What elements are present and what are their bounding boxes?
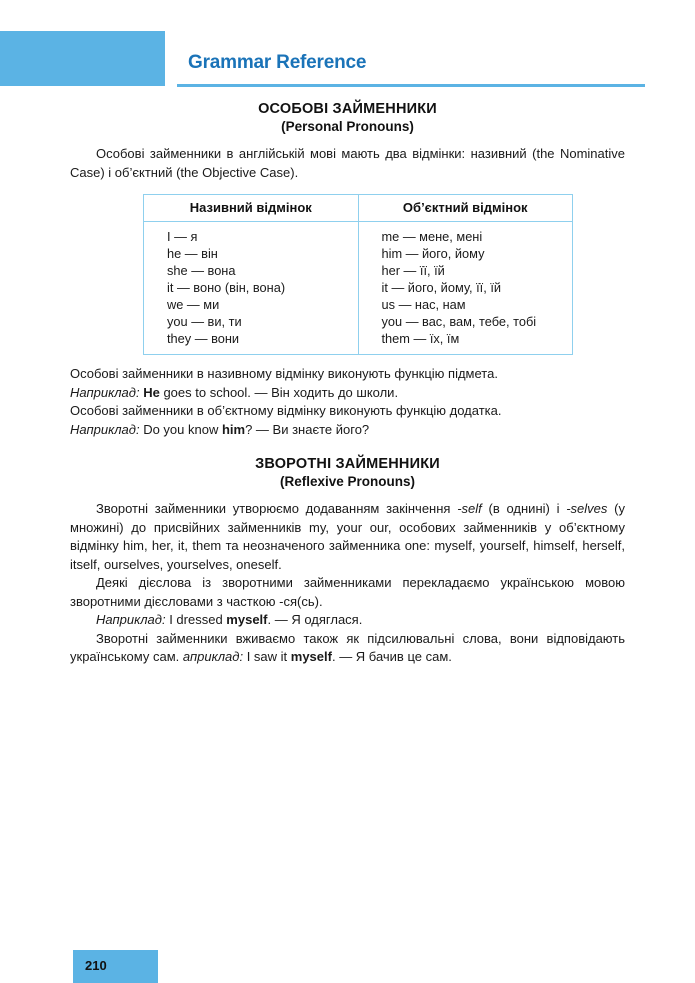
table-header-row [144, 195, 573, 222]
example-label: Наприклад: [70, 384, 140, 400]
example-bold-pronoun: He [143, 384, 160, 400]
page-title: Grammar Reference [188, 52, 367, 73]
heading-uk-personal: ОСОБОВІ ЗАЙМЕННИКИ [258, 101, 437, 117]
example-pre: I dressed [165, 612, 227, 627]
example-label: Наприклад: [96, 612, 166, 627]
footer-page-number-box [73, 950, 158, 983]
note-nominative-function: Особові займенники в називному відмінку виконують функцію підмета. [70, 366, 498, 381]
paragraph-reflexive-emphatic [70, 630, 625, 667]
example-bold-pronoun: myself [226, 612, 268, 627]
suffix-self: -self [457, 501, 482, 516]
list-item: they — вони [167, 331, 240, 346]
paragraph-reflexive-formation [70, 500, 625, 574]
list-item: them — їх, їм [381, 331, 460, 346]
suffix-selves: -selves [566, 501, 608, 516]
header-accent-block [0, 31, 165, 86]
page-content [70, 100, 625, 667]
list-item: he — він [167, 246, 218, 261]
example-post: . — Я одяглася. [267, 612, 363, 627]
list-item: him — його, йому [381, 246, 485, 261]
paragraph-personal-intro: Особові займенники в англійській мові мають два відмінки: називний (the Nominative Case) і об’єктний (the Objective Case). [70, 146, 625, 180]
section-heading-personal-pronouns [70, 100, 625, 136]
table-row [144, 222, 573, 355]
text-fragment: (у множині) до присвійних займенників my, your our, особових займенників у об’єктному відмінку him, her, it, them та неозначеного займенника one: myself, yourself, himself, herself, itself, ourselves, yourselves, oneself. [70, 501, 625, 572]
example-post: ? — Ви знаєте його? [245, 421, 370, 437]
list-item: me — мене, мені [381, 229, 483, 244]
heading-en-personal: (Personal Pronouns) [281, 119, 414, 134]
example-label: Наприклад: [70, 421, 140, 437]
example-pre: Do you know [139, 421, 222, 437]
list-item: it — воно (він, вона) [167, 280, 286, 295]
column-header-nominative: Називний відмінок [144, 195, 359, 222]
heading-en-reflexive: (Reflexive Pronouns) [279, 474, 416, 489]
example-post: goes to school. — Він ходить до школи. [159, 384, 399, 400]
example-label: априклад: [182, 649, 244, 664]
text-fragment: Зворотні займенники вживаємо також як підсилювальні слова, вони відповідають українському сам. [70, 630, 625, 664]
list-item: it — його, йому, її, їй [381, 280, 502, 295]
cell-nominative-list [144, 222, 359, 355]
nominative-pronoun-list [144, 228, 358, 347]
column-header-objective: Об’єктний відмінок [358, 195, 573, 222]
example-objective [70, 421, 625, 440]
text-fragment: (в однині) і [481, 501, 567, 516]
paragraph-reflexive-translation: Деякі дієслова із зворотними займенниками перекладаємо українською мовою зворотними дієсловами з часткою -ся(сь). [70, 575, 625, 609]
example-nominative [70, 384, 625, 403]
personal-pronouns-table [143, 194, 573, 355]
page-number: 210 [85, 958, 107, 973]
list-item: us — нас, нам [381, 297, 466, 312]
list-item: you — вас, вам, тебе, тобі [381, 314, 537, 329]
list-item: she — вона [167, 263, 236, 278]
list-item: you — ви, ти [167, 314, 242, 329]
text-fragment: Зворотні займенники утворюємо додаванням закінчення [96, 501, 458, 516]
example-bold-pronoun: him [221, 421, 246, 437]
list-item: we — ми [167, 297, 220, 312]
note-objective-function: Особові займенники в об’єктному відмінку виконують функцію додатка. [70, 403, 502, 418]
list-item: I — я [167, 229, 198, 244]
header-divider-rule [177, 84, 645, 87]
example-bold-pronoun: myself [290, 649, 332, 664]
section-heading-reflexive-pronouns [70, 455, 625, 491]
heading-uk-reflexive: ЗВОРОТНІ ЗАЙМЕННИКИ [255, 456, 440, 472]
objective-pronoun-list [359, 228, 573, 347]
cell-objective-list [358, 222, 573, 355]
text-fragment: I saw it [243, 649, 291, 664]
text-fragment: . — Я бачив це сам. [331, 649, 452, 664]
list-item: her — її, їй [381, 263, 445, 278]
example-reflexive-dressed [70, 611, 625, 630]
